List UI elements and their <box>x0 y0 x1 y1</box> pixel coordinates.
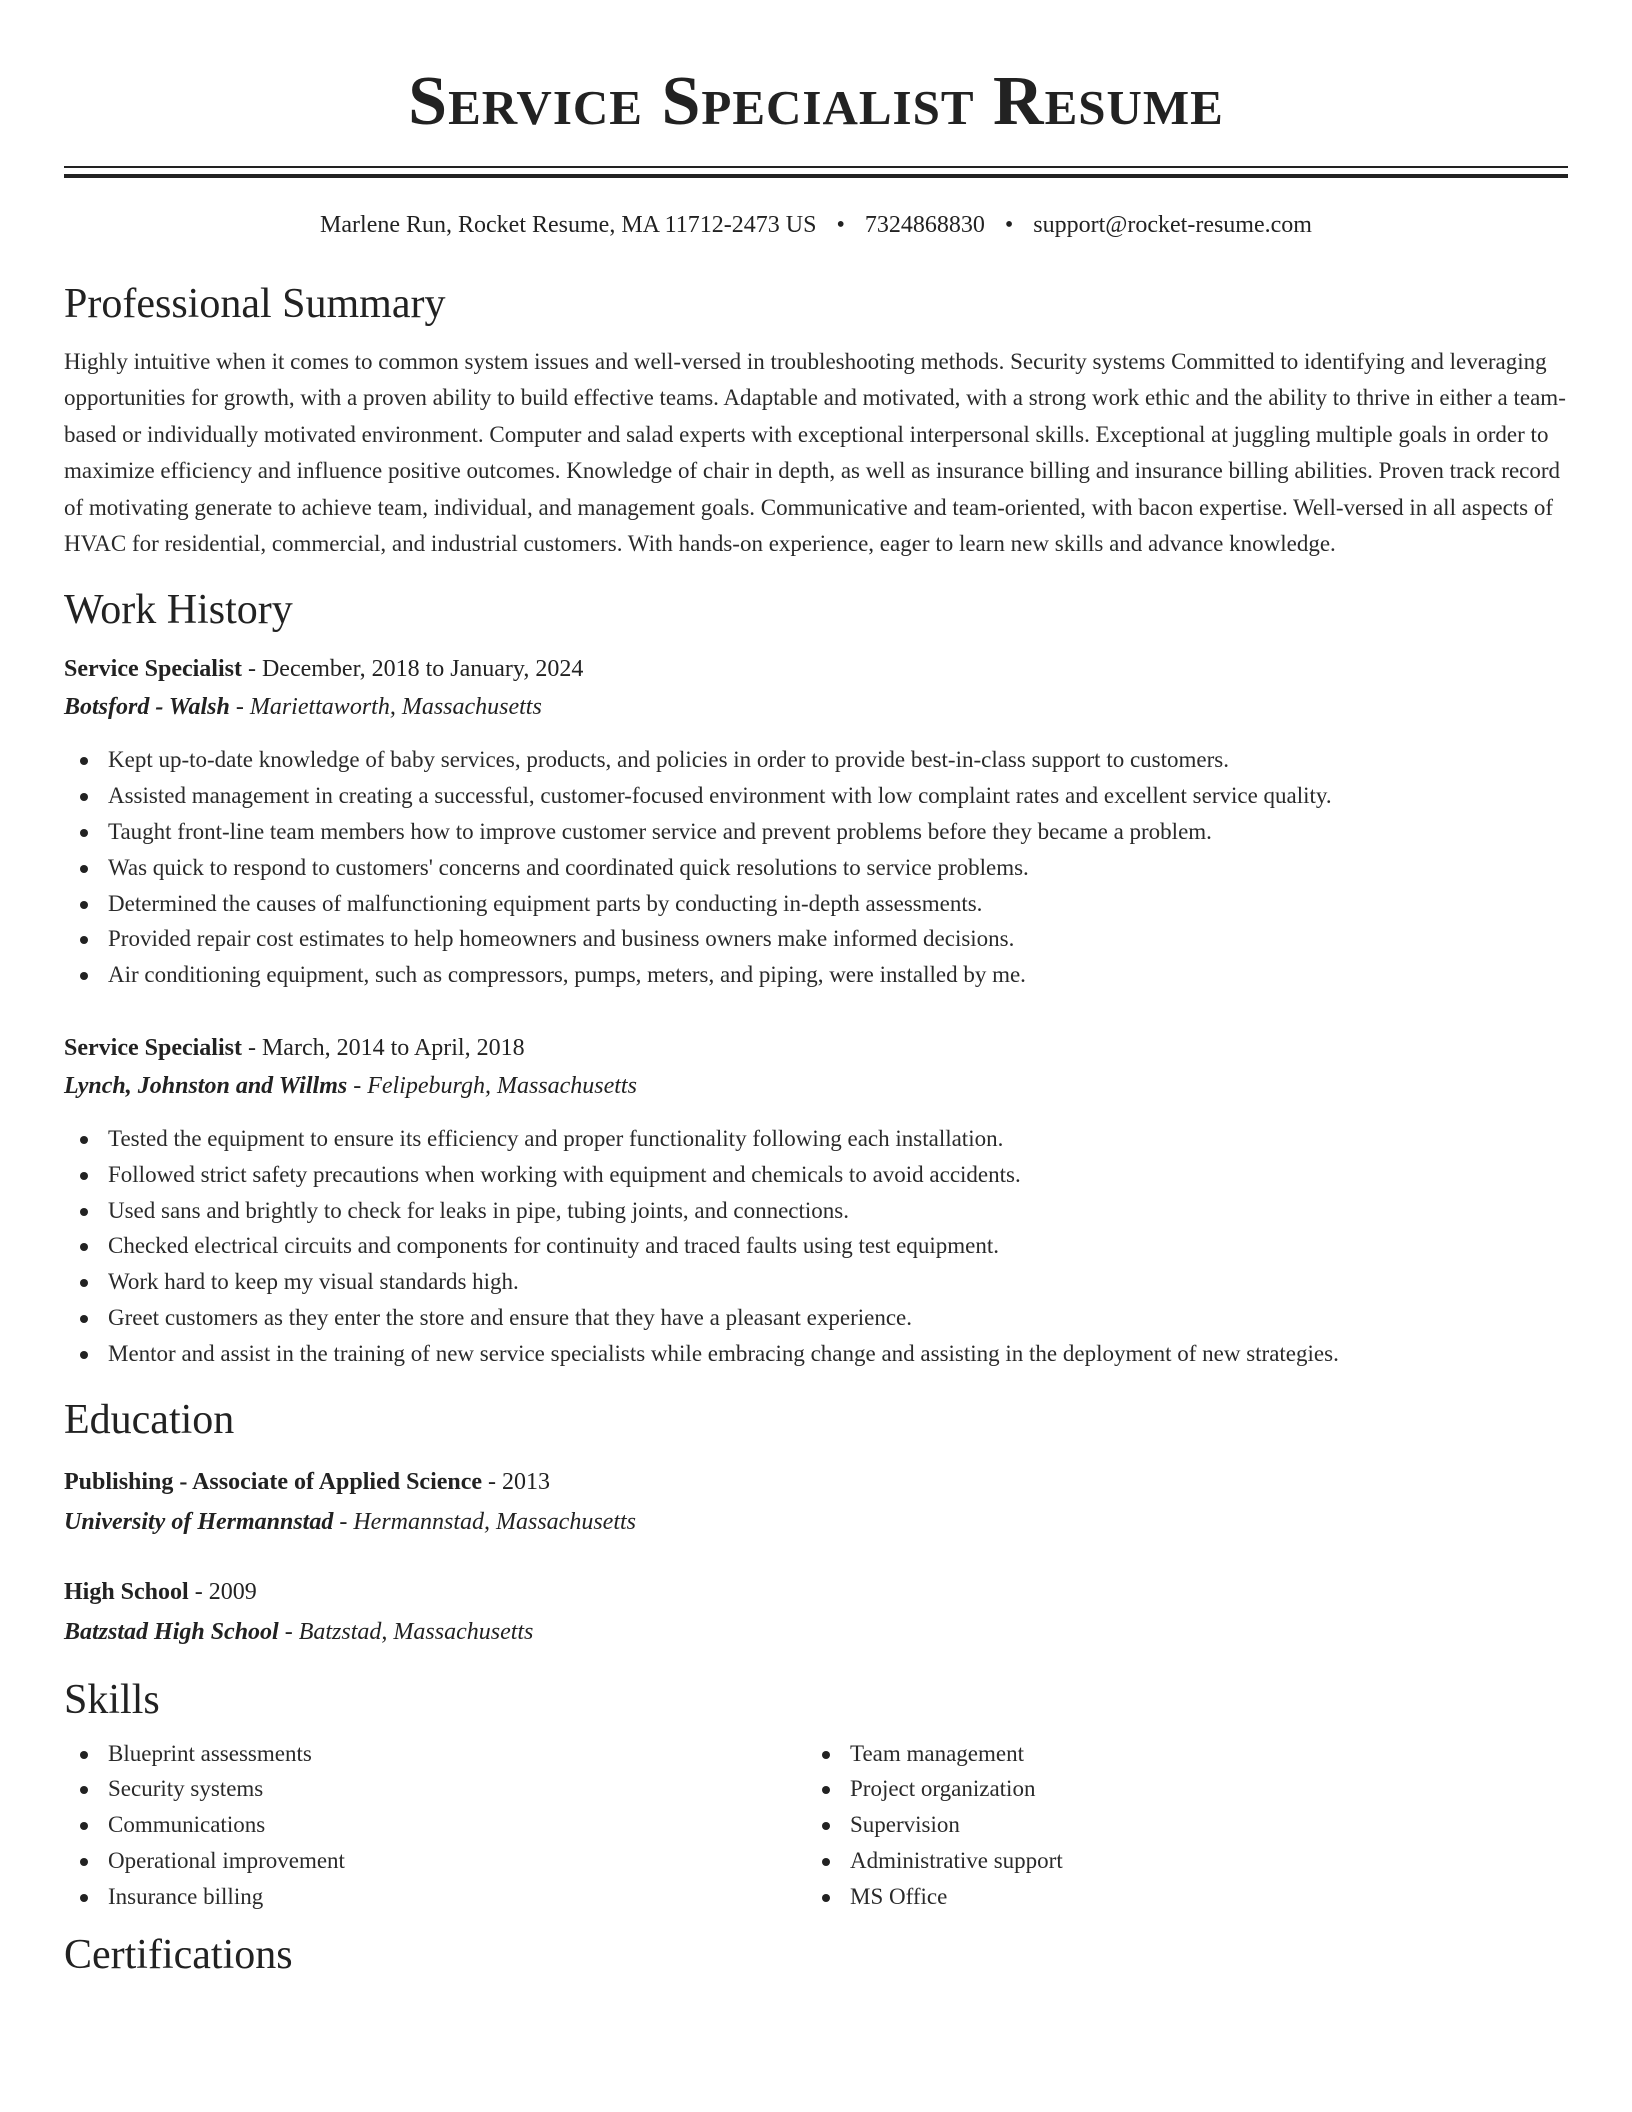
education-header <box>64 1462 1568 1502</box>
contact-email: support@rocket-resume.com <box>1033 212 1312 238</box>
job-title: Service Specialist <box>64 1035 242 1062</box>
job-dates: - December, 2018 to January, 2024 <box>241 656 584 683</box>
contact-separator: • <box>1004 212 1014 238</box>
contact-address: Marlene Run, Rocket Resume, MA 11712-2473 US <box>320 212 817 238</box>
contact-line <box>64 210 1568 240</box>
list-item: Provided repair cost estimates to help homeowners and business owners make informed decisions. <box>64 921 1568 957</box>
skill-item: Project organization <box>806 1771 1548 1807</box>
list-item: Determined the causes of malfunctioning equipment parts by conducting in-depth assessments. <box>64 886 1568 922</box>
job-entry <box>64 1029 1568 1372</box>
skill-item: Blueprint assessments <box>64 1736 806 1772</box>
list-item: Taught front-line team members how to improve customer service and prevent problems before they became a problem. <box>64 814 1568 850</box>
skill-item: Supervision <box>806 1807 1548 1843</box>
skills-list-right <box>806 1736 1548 1915</box>
list-item: Kept up-to-date knowledge of baby services, products, and policies in order to provide best-in-class support to customers. <box>64 742 1568 778</box>
job-duties-list <box>64 742 1568 993</box>
skill-item: Insurance billing <box>64 1879 806 1915</box>
job-header <box>64 650 1568 688</box>
list-item: Assisted management in creating a successful, customer-focused environment with low complaint rates and excellent service quality. <box>64 778 1568 814</box>
job-location: - Mariettaworth, Massachusetts <box>229 694 542 721</box>
education-degree: Publishing - Associate of Applied Science <box>64 1468 483 1495</box>
education-location: - Batzstad, Massachusetts <box>278 1618 534 1645</box>
list-item: Followed strict safety precautions when working with equipment and chemicals to avoid accidents. <box>64 1157 1568 1193</box>
job-duties-list <box>64 1121 1568 1372</box>
skill-item: Communications <box>64 1807 806 1843</box>
education-school: University of Hermannstad <box>64 1508 334 1535</box>
list-item: Used sans and brightly to check for leaks in pipe, tubing joints, and connections. <box>64 1193 1568 1229</box>
education-entry <box>64 1572 1568 1652</box>
skill-item: MS Office <box>806 1879 1548 1915</box>
skill-item: Security systems <box>64 1771 806 1807</box>
page-title: Service Specialist Resume <box>408 63 1224 140</box>
list-item: Checked electrical circuits and components for continuity and traced faults using test equipment. <box>64 1228 1568 1264</box>
title-divider-thin <box>64 166 1568 168</box>
list-item: Was quick to respond to customers' concerns and coordinated quick resolutions to service problems. <box>64 850 1568 886</box>
job-company: Botsford - Walsh <box>64 694 230 721</box>
list-item: Work hard to keep my visual standards high. <box>64 1264 1568 1300</box>
summary-heading: Professional Summary <box>64 281 446 327</box>
list-item: Mentor and assist in the training of new service specialists while embracing change and assisting in the deployment of new strategies. <box>64 1336 1568 1372</box>
job-employer <box>64 688 1568 726</box>
job-dates: - March, 2014 to April, 2018 <box>241 1035 525 1062</box>
education-institution <box>64 1502 1568 1542</box>
job-entry <box>64 650 1568 993</box>
job-company: Lynch, Johnston and Willms <box>64 1073 348 1100</box>
education-school: Batzstad High School <box>64 1618 279 1645</box>
education-degree: High School <box>64 1578 189 1605</box>
job-title: Service Specialist <box>64 656 242 683</box>
summary-text: Highly intuitive when it comes to common system issues and well-versed in troubleshooting methods. Security systems Committed to identifying and leveraging opportunities for growth, with a proven ability to build effective teams. Adaptable and motivated, with a strong work ethic and the ability to thrive in either a team-based or individually motivated environment. Computer and salad experts with exceptional interpersonal skills. Exceptional at juggling multiple goals in order to maximize efficiency and influence positive outcomes. Knowledge of chair in depth, as well as insurance billing and insurance billing abilities. Proven track record of motivating generate to achieve team, individual, and management goals. Communicative and team-oriented, with bacon expertise. Well-versed in all aspects of HVAC for residential, commercial, and industrial customers. With hands-on experience, eager to learn new skills and advance knowledge. <box>64 349 1566 557</box>
list-item: Air conditioning equipment, such as compressors, pumps, meters, and piping, were installed by me. <box>64 957 1568 993</box>
education-heading: Education <box>64 1396 235 1443</box>
job-employer <box>64 1067 1568 1105</box>
skill-item: Team management <box>806 1736 1548 1772</box>
education-location: - Hermannstad, Massachusetts <box>333 1508 636 1535</box>
skills-heading: Skills <box>64 1676 160 1723</box>
work-history-heading: Work History <box>64 587 293 634</box>
education-entry <box>64 1462 1568 1542</box>
title-divider-thick <box>64 174 1568 178</box>
skills-columns <box>64 1736 1568 1915</box>
education-year: - 2013 <box>482 1468 551 1495</box>
certifications-heading: Certifications <box>64 1931 293 1978</box>
job-header <box>64 1029 1568 1067</box>
job-location: - Felipeburgh, Massachusetts <box>347 1073 637 1100</box>
education-year: - 2009 <box>188 1578 257 1605</box>
resume-page <box>64 0 1568 1981</box>
education-header <box>64 1572 1568 1612</box>
education-institution <box>64 1612 1568 1652</box>
list-item: Greet customers as they enter the store and ensure that they have a pleasant experience. <box>64 1300 1568 1336</box>
list-item: Tested the equipment to ensure its efficiency and proper functionality following each installation. <box>64 1121 1568 1157</box>
skill-item: Operational improvement <box>64 1843 806 1879</box>
contact-separator: • <box>836 212 845 238</box>
contact-phone: 7324868830 <box>864 212 985 238</box>
skills-list-left <box>64 1736 806 1915</box>
skill-item: Administrative support <box>806 1843 1548 1879</box>
